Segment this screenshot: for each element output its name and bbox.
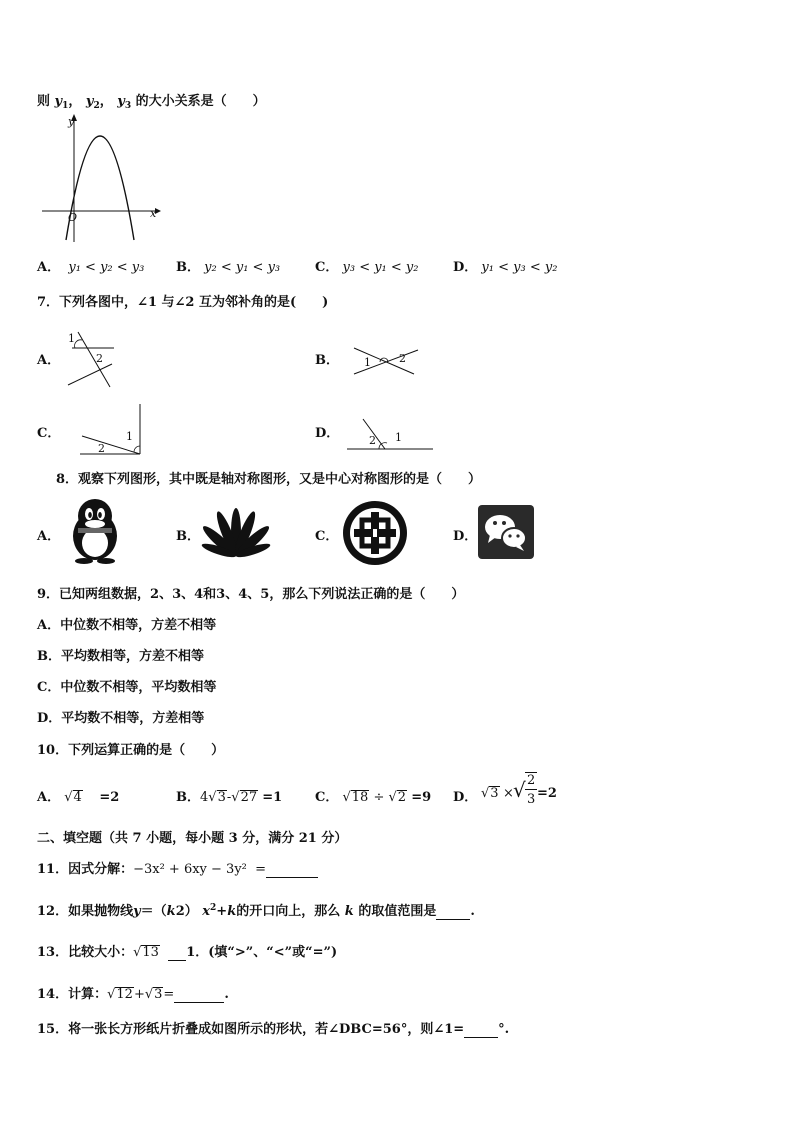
bank-seal-logo-icon	[340, 498, 410, 568]
q10-option-c[interactable]: C． √18 ÷ √2 =9	[315, 790, 432, 805]
q7-b-angle2: 2	[399, 352, 406, 365]
q7-b-angle1: 1	[364, 356, 371, 369]
graph-x-label: x	[150, 207, 157, 220]
graph-y-label: y	[68, 115, 75, 128]
q15: 15．将一张长方形纸片折叠成如图所示的形状，若∠DBC=56°，则∠1= °.	[37, 1022, 510, 1037]
q9-option-a[interactable]: A．中位数不相等，方差不相等	[37, 618, 217, 633]
q12: 12．如果抛物线y＝（k2） $x^2+k$的开口向上，那么 k 的取值范围是 .	[37, 903, 475, 919]
q9-option-b[interactable]: B．平均数相等，方差不相等	[37, 649, 205, 664]
q6-stem: 则 $y_1$， $y_2$， $y_3$ 的大小关系是（ ）	[37, 94, 266, 111]
q6-option-a[interactable]: A． y₁ < y₂ < y₃	[37, 260, 145, 275]
flower-petals-logo-icon	[200, 502, 272, 560]
q6-option-b[interactable]: B． y₂ < y₁ < y₃	[176, 260, 281, 275]
q7-option-d-label[interactable]: D．	[315, 426, 340, 441]
q10-stem: 10．下列运算正确的是（ ）	[37, 743, 225, 758]
q7-figure-b	[350, 344, 420, 379]
section-heading: 二、填空题（共 7 小题，每小题 3 分，满分 21 分）	[37, 831, 348, 846]
q11-answer-blank[interactable]	[266, 862, 318, 878]
q7-figure-c	[78, 402, 148, 458]
q7-figure-d	[345, 415, 435, 455]
fraction-numerator: 2	[527, 773, 536, 788]
graph-origin-label: O	[68, 211, 78, 224]
q7-option-a-label[interactable]: A．	[37, 353, 61, 368]
chat-bubbles-logo-icon	[478, 505, 534, 559]
q6-option-c[interactable]: C． y₃ < y₁ < y₂	[315, 260, 419, 275]
q14-answer-blank[interactable]	[174, 987, 224, 1003]
q11: 11．因式分解：−3x² + 6xy − 3y² =	[37, 858, 318, 878]
q8-option-b-label[interactable]: B．	[176, 529, 200, 544]
q7-a-angle1: 1	[68, 332, 75, 345]
q9-option-c[interactable]: C．中位数不相等，平均数相等	[37, 680, 217, 695]
fraction-denominator: 3	[527, 792, 536, 807]
q13: 13．比较大小：√13 1．(填“>”、“<”或“=”)	[37, 945, 338, 960]
q15-answer-blank[interactable]	[464, 1022, 498, 1038]
q12-answer-blank[interactable]	[436, 904, 470, 920]
q7-d-angle1: 1	[395, 431, 402, 444]
q9-option-d[interactable]: D．平均数不相等，方差相等	[37, 711, 205, 726]
q6-option-d[interactable]: D． y₁ < y₃ < y₂	[453, 260, 558, 275]
parabola-graph	[40, 112, 170, 247]
q9-stem: 9．已知两组数据，2、3、4和3、4、5，那么下列说法正确的是（ ）	[37, 587, 465, 602]
fraction-bar	[525, 789, 537, 790]
q10-option-b[interactable]: B．4√3-√27 =1	[176, 790, 283, 805]
q8-stem: 8．观察下列图形，其中既是轴对称图形，又是中心对称图形的是（ ）	[56, 472, 482, 487]
q7-c-angle1: 1	[126, 430, 133, 443]
penguin-logo-icon	[60, 496, 130, 564]
q13-answer-blank[interactable]	[168, 945, 186, 961]
q8-option-c-label[interactable]: C．	[315, 529, 339, 544]
q7-d-angle2: 2	[369, 434, 376, 447]
q8-option-d-label[interactable]: D．	[453, 529, 478, 544]
q7-option-b-label[interactable]: B．	[315, 353, 339, 368]
q8-option-a-label[interactable]: A．	[37, 529, 61, 544]
q7-a-angle2: 2	[96, 352, 103, 365]
q14: 14．计算：√12+√3= .	[37, 987, 229, 1002]
q7-stem: 7．下列各图中，∠1 与∠2 互为邻补角的是( )	[37, 295, 329, 310]
q7-option-c-label[interactable]: C．	[37, 426, 61, 441]
q7-c-angle2: 2	[98, 442, 105, 455]
q10-option-a[interactable]: A． √4 =2	[37, 790, 120, 805]
